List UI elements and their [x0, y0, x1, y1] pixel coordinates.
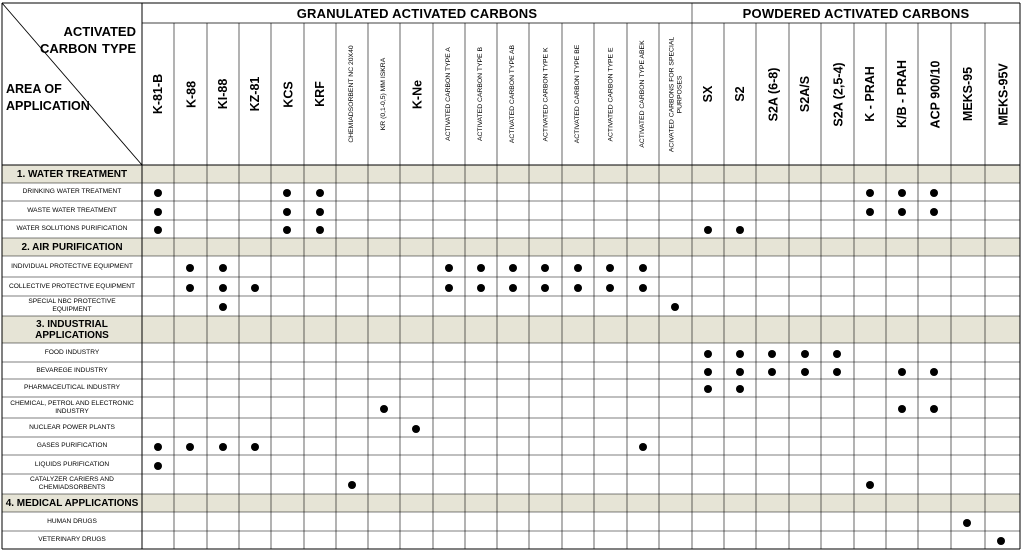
- application-mark-dot: [380, 405, 388, 413]
- application-mark-dot: [316, 189, 324, 197]
- column-header: ACTIVATED CARBON TYPE B: [477, 46, 484, 142]
- column-header: S2A (6-8): [765, 67, 780, 121]
- row-label: FOOD INDUSTRY: [44, 348, 100, 356]
- column-header: CHEMIADSORBENT NC 20X40: [348, 45, 355, 143]
- application-mark-dot: [997, 537, 1005, 545]
- application-mark-dot: [736, 226, 744, 234]
- section-header: 1. WATER TREATMENT: [16, 168, 128, 180]
- row-label: CHEMICAL, PETROL AND ELECTRONIC INDUSTRY: [10, 399, 134, 415]
- application-mark-dot: [963, 519, 971, 527]
- application-mark-dot: [606, 264, 614, 272]
- application-mark-dot: [219, 443, 227, 451]
- column-header: K-Ne: [409, 79, 424, 109]
- corner-line-area-of: AREA OF: [6, 82, 62, 96]
- application-mark-dot: [186, 264, 194, 272]
- application-mark-dot: [541, 264, 549, 272]
- section-row-fill: [2, 494, 1020, 512]
- application-mark-dot: [154, 189, 162, 197]
- corner-word-type: TYPE: [102, 41, 136, 56]
- section-row-fill: [2, 165, 1020, 183]
- application-mark-dot: [445, 284, 453, 292]
- column-header: KCS: [280, 80, 295, 108]
- corner-line-application: APPLICATION: [6, 99, 90, 113]
- group-header-powdered: POWDERED ACTIVATED CARBONS: [742, 6, 970, 21]
- application-mark-dot: [704, 226, 712, 234]
- application-mark-dot: [283, 226, 291, 234]
- column-header: ACTIVATED CARBON TYPE ABEK: [639, 40, 646, 148]
- application-mark-dot: [930, 405, 938, 413]
- column-header: ACTIVATED CARBON TYPE BE: [574, 44, 581, 144]
- application-mark-dot: [283, 208, 291, 216]
- application-mark-dot: [251, 284, 259, 292]
- application-mark-dot: [898, 368, 906, 376]
- column-header: K-88: [183, 80, 198, 108]
- corner-line-activated: ACTIVATED: [63, 24, 136, 39]
- column-header: S2: [733, 86, 747, 102]
- row-label: VETERINARY DRUGS: [38, 536, 106, 543]
- column-header: ACTIVATED CARBON TYPE AB: [509, 44, 516, 144]
- column-header: S2A/S: [798, 75, 812, 113]
- corner-application-label: [6, 78, 96, 118]
- application-mark-dot: [866, 208, 874, 216]
- application-mark-dot: [251, 443, 259, 451]
- application-mark-dot: [186, 443, 194, 451]
- application-mark-dot: [736, 368, 744, 376]
- application-mark-dot: [898, 208, 906, 216]
- column-header: MEKS-95V: [995, 62, 1010, 126]
- column-header: K/B - PRAH: [895, 59, 909, 129]
- application-mark-dot: [412, 425, 420, 433]
- application-mark-dot: [930, 368, 938, 376]
- row-label: LIQUIDS PURIFICATION: [34, 460, 110, 468]
- row-label: GASES PURIFICATION: [36, 442, 108, 449]
- column-header: S2A (2,5-4): [830, 61, 845, 127]
- column-header: MEKS-95: [961, 66, 975, 122]
- section-header: 4. MEDICAL APPLICATIONS: [5, 497, 139, 509]
- column-header: K-81-B: [151, 73, 165, 115]
- row-label: WASTE WATER TREATMENT: [27, 206, 117, 214]
- application-mark-dot: [801, 350, 809, 358]
- application-mark-dot: [833, 350, 841, 358]
- row-label: COLLECTIVE PROTECTIVE EQUIPMENT: [8, 282, 136, 290]
- row-label: BEVAREGE INDUSTRY: [36, 366, 108, 374]
- application-mark-dot: [639, 284, 647, 292]
- row-label: INDIVIDUAL PROTECTIVE EQUIPMENT: [11, 262, 133, 270]
- corner-word-carbon: CARBON: [40, 41, 98, 56]
- application-mark-dot: [866, 481, 874, 489]
- application-mark-dot: [704, 385, 712, 393]
- application-mark-dot: [541, 284, 549, 292]
- application-mark-dot: [898, 405, 906, 413]
- application-mark-dot: [154, 208, 162, 216]
- column-header: ACTIVATED CARBON TYPE E: [606, 46, 614, 142]
- application-mark-dot: [833, 368, 841, 376]
- column-header: ACTIVATED CARBON TYPE K: [541, 46, 549, 142]
- section-header: 2. AIR PURIFICATION: [21, 241, 123, 253]
- column-header: ACP 900/10: [927, 60, 942, 128]
- section-row-fill: [2, 238, 1020, 256]
- corner-carbon-type-label: [40, 20, 136, 60]
- application-mark-dot: [283, 189, 291, 197]
- application-mark-dot: [154, 226, 162, 234]
- group-header-granulated: GRANULATED ACTIVATED CARBONS: [296, 6, 538, 21]
- application-mark-dot: [316, 226, 324, 234]
- application-mark-dot: [219, 264, 227, 272]
- application-mark-dot: [186, 284, 194, 292]
- column-header: KZ-81: [248, 76, 262, 112]
- column-header: K - PRAH: [863, 66, 877, 122]
- column-header: SX: [701, 85, 715, 103]
- application-mark-dot: [477, 284, 485, 292]
- application-mark-dot: [704, 368, 712, 376]
- row-label: HUMAN DRUGS: [47, 517, 97, 525]
- application-mark-dot: [736, 350, 744, 358]
- application-mark-dot: [509, 264, 517, 272]
- section-row-fill: [2, 316, 1020, 343]
- column-header: KR (0,1-0,5) MM ISKRA: [380, 57, 387, 131]
- application-mark-dot: [768, 368, 776, 376]
- application-mark-dot: [898, 189, 906, 197]
- application-mark-dot: [348, 481, 356, 489]
- row-label: PHARMACEUTICAL INDUSTRY: [24, 384, 120, 391]
- application-mark-dot: [574, 284, 582, 292]
- application-mark-dot: [509, 284, 517, 292]
- application-mark-dot: [316, 208, 324, 216]
- row-label: NUCLEAR POWER PLANTS: [29, 423, 115, 431]
- application-mark-dot: [154, 462, 162, 470]
- application-mark-dot: [930, 208, 938, 216]
- application-mark-dot: [154, 443, 162, 451]
- application-mark-dot: [671, 303, 679, 311]
- row-label: DRINKING WATER TREATMENT: [22, 188, 122, 195]
- application-mark-dot: [445, 264, 453, 272]
- application-mark-dot: [219, 303, 227, 311]
- application-mark-dot: [606, 284, 614, 292]
- application-mark-dot: [801, 368, 809, 376]
- column-header: ACTIVATED CARBON TYPE A: [445, 47, 452, 141]
- corner-line-carbon-type: [40, 40, 136, 57]
- application-mark-dot: [574, 264, 582, 272]
- application-mark-dot: [639, 443, 647, 451]
- column-header: KRF: [313, 81, 327, 107]
- row-label: SPECIAL NBC PROTECTIVE EQUIPMENT: [28, 298, 116, 313]
- section-header: 3. INDUSTRIAL APPLICATIONS: [35, 318, 109, 341]
- application-mark-dot: [736, 385, 744, 393]
- column-header: KI-88: [216, 78, 230, 110]
- row-label: WATER SOLUTIONS PURIFICATION: [16, 225, 128, 232]
- application-mark-dot: [704, 350, 712, 358]
- application-mark-dot: [477, 264, 485, 272]
- column-header: ACIVATED CARBONS FOR SPECIAL PURPOSES: [667, 36, 683, 152]
- application-mark-dot: [219, 284, 227, 292]
- application-mark-dot: [866, 189, 874, 197]
- application-mark-dot: [930, 189, 938, 197]
- application-mark-dot: [768, 350, 776, 358]
- row-label: CATALYZER CARIERS AND CHEMIADSORBENTS: [30, 476, 114, 491]
- application-mark-dot: [639, 264, 647, 272]
